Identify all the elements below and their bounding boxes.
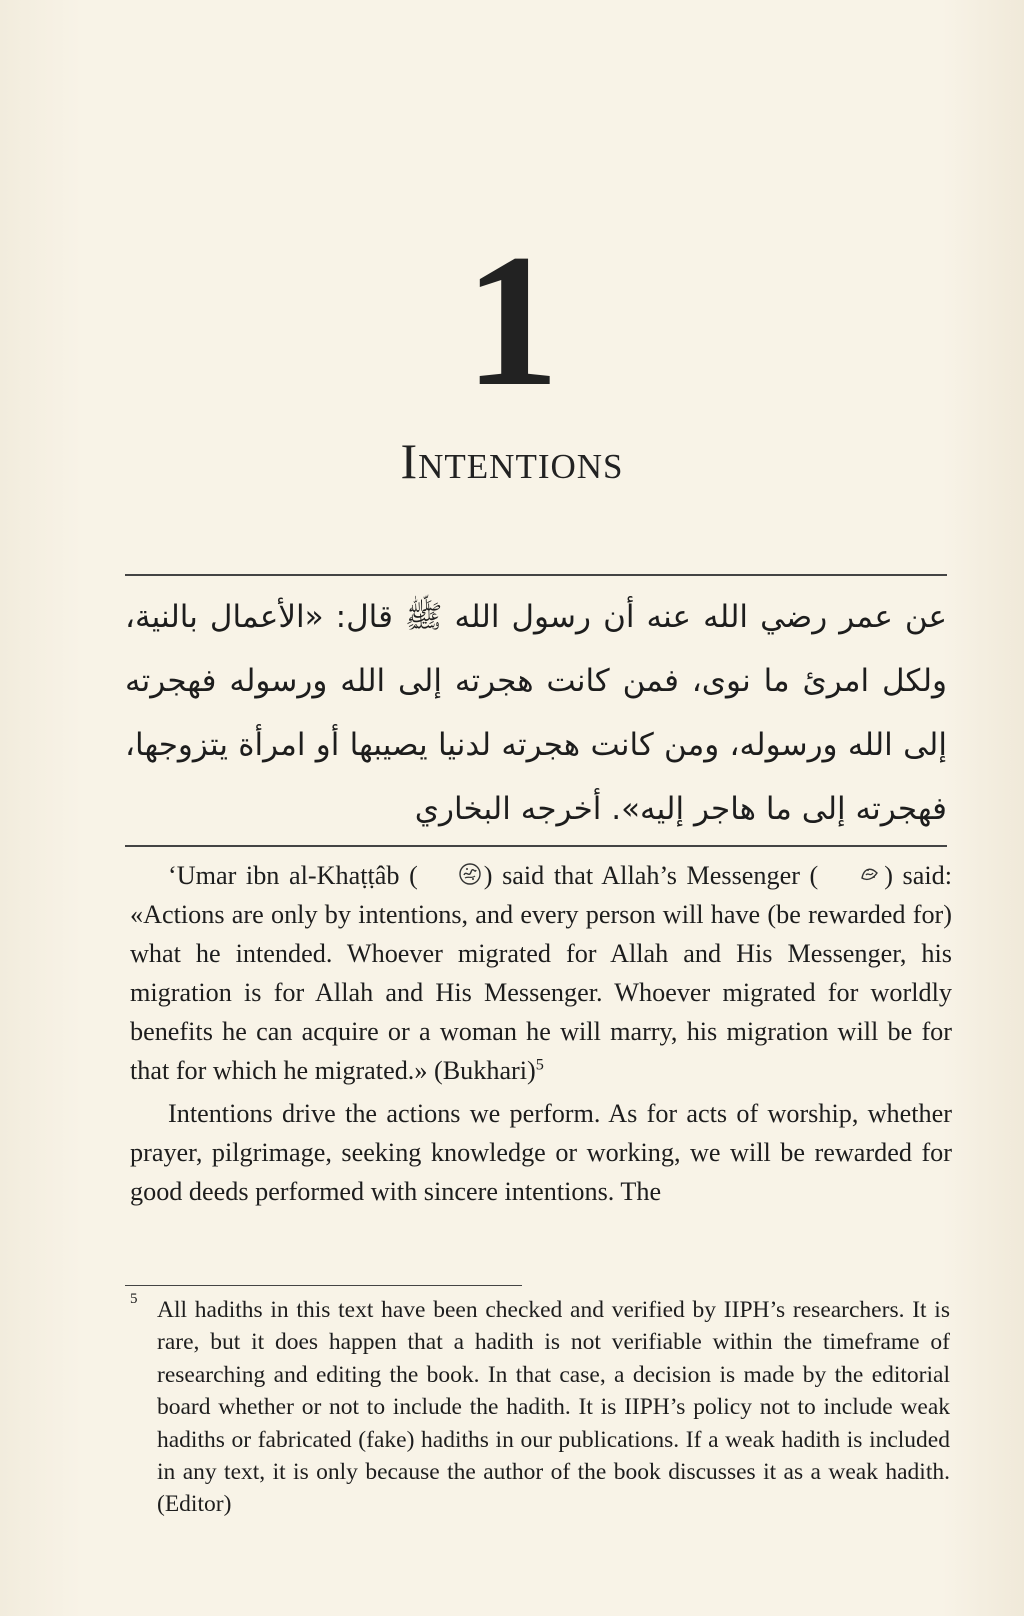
translation-middle: ) said that Allah’s Messenger ( [483, 861, 819, 890]
footnote-marker: 5 [130, 1291, 138, 1307]
footnote-reference: 5 [535, 1055, 544, 1074]
footnote [130, 1291, 950, 1521]
arabic-hadith-text: عن عمر رضي الله عنه أن رسول الله ﷺ قال: «الأعمال بالنية، ولكل امرئ ما نوى، فمن كانت هجرته إلى الله ورسوله فهجرته إلى الله ورسوله، ومن كانت هجرته لدنيا يصيبها أو امرأة يتزوجها، فهجرته إلى ما هاجر إليه». أخرجه البخاري [125, 599, 947, 827]
arabic-top-rule [125, 574, 947, 576]
translation-quote: ) said: «Actions are only by intentions, and every person will have (be rewarded for) what he intended. Whoever migrated for Allah and His Messenger, his migration is for Allah and His Messenger. Whoever migrated for worldly benefits he can acquire or a woman he will marry, his migration will be for that for which he migrated.» (Bukhari) [130, 861, 953, 1085]
hadith-translation-paragraph [130, 856, 952, 1090]
arabic-bottom-rule [125, 845, 947, 847]
translation-prefix: ‘Umar ibn al-Khaṭṭâb ( [168, 861, 418, 890]
prophet-seal-icon [819, 854, 883, 893]
footnote-separator [125, 1285, 522, 1286]
companion-seal-icon [419, 854, 483, 893]
main-text [130, 856, 952, 1211]
chapter-title: Intentions [400, 433, 624, 489]
intentions-paragraph: Intentions drive the actions we perform. As for acts of worship, whether prayer, pilgrimage, seeking knowledge or working, we will be rewarded for good deeds performed with sincere intentions. The [130, 1099, 952, 1206]
chapter-number: 1 [464, 216, 560, 426]
footnote-text: All hadiths in this text have been checked and verified by IIPH’s researchers. It is rare, but it does happen that a hadith is not verifiable within the timeframe of researching and editing the book. In that case, a decision is made by the editorial board whether or not to include the hadith. It is IIPH’s policy not to include weak hadiths or fabricated (fake) hadiths in our publications. If a weak hadith is included in any text, it is only because the author of the book discusses it as a weak hadith. (Editor) [157, 1297, 950, 1518]
